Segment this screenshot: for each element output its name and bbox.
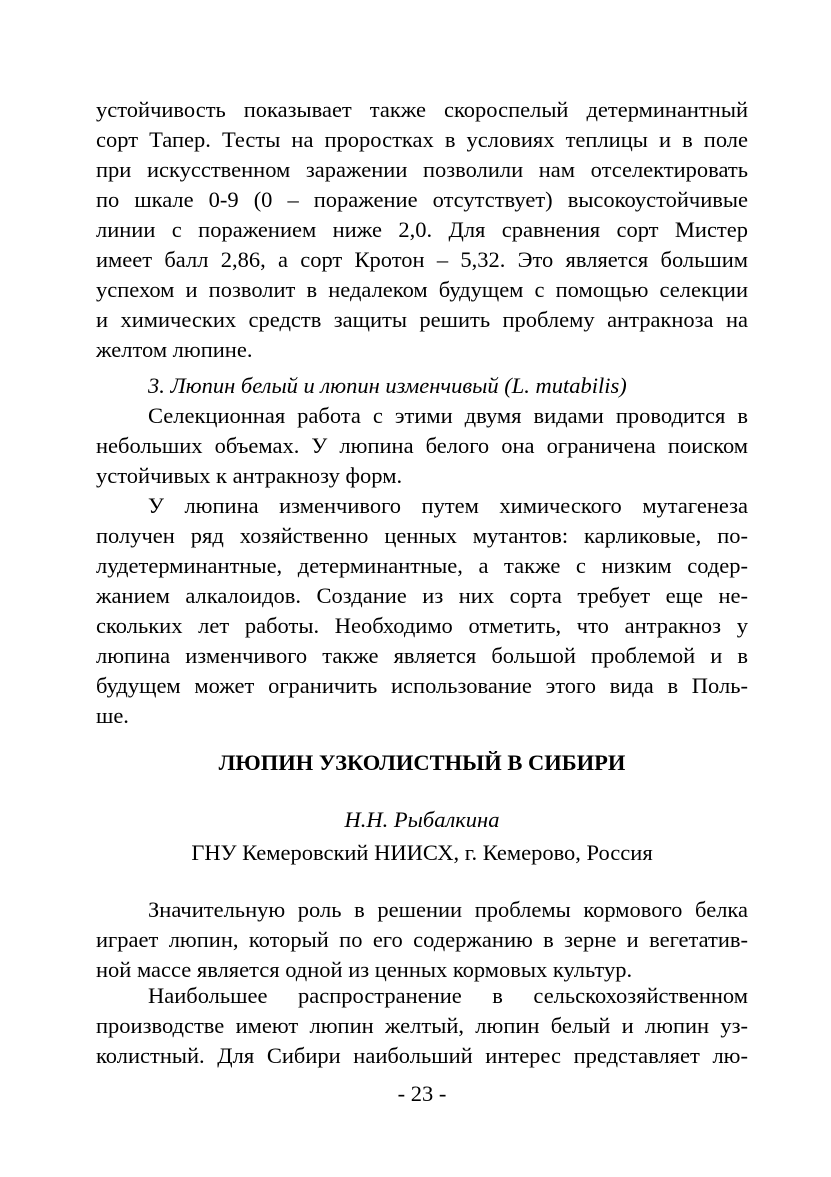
text-line: ше. <box>96 703 129 728</box>
article-author: Н.Н. Рыбалкина <box>344 807 500 832</box>
text-line: устойчивых к антракнозу форм. <box>96 463 403 488</box>
text-line: люпина изменчивого также является большой проблемой и в <box>96 643 748 668</box>
text-line: по шкале 0-9 (0 – поражение отсутствует) высокоустойчивые <box>96 187 748 212</box>
text-line: небольших объемах. У люпина белого она ограничена поиском <box>96 433 748 458</box>
page-number: - 23 - <box>397 1081 447 1106</box>
text-line: сорт Тапер. Тесты на проростках в условиях теплицы и в поле <box>96 127 748 152</box>
text-line: линии с поражением ниже 2,0. Для сравнения сорт Мистер <box>96 217 748 242</box>
text-line: желтом люпине. <box>96 337 253 362</box>
text-line: при искусственном заражении позволили нам отселектировать <box>96 157 748 182</box>
text-line: скольких лет работы. Необходимо отметить, что антракноз у <box>96 613 748 638</box>
text-line: успехом и позволит в недалеком будущем с помощью селекции <box>96 277 748 302</box>
article-title: ЛЮПИН УЗКОЛИСТНЫЙ В СИБИРИ <box>218 750 626 775</box>
text-line: лудетерминантные, детерминантные, а также с низким содер- <box>96 553 748 578</box>
text-line: имеет балл 2,86, а сорт Кротон – 5,32. Это является большим <box>96 247 748 272</box>
text-line: производстве имеют люпин желтый, люпин белый и люпин уз- <box>96 1013 748 1038</box>
text-line: Наибольшее распространение в сельскохозяйственном <box>148 983 748 1008</box>
text-line: Значительную роль в решении проблемы кормового белка <box>148 897 748 922</box>
section-heading: 3. Люпин белый и люпин изменчивый (L. mutabilis) <box>148 373 627 398</box>
text-line: Селекционная работа с этими двумя видами проводится в <box>148 403 748 428</box>
text-line: устойчивость показывает также скороспелый детерминантный <box>96 97 748 122</box>
text-line: ной массе является одной из ценных кормовых культур. <box>96 957 633 982</box>
article-affiliation: ГНУ Кемеровский НИИСХ, г. Кемерово, Россия <box>191 840 653 865</box>
text-line: и химических средств защиты решить проблему антракноза на <box>96 307 748 332</box>
text-line: играет люпин, который по его содержанию в зерне и вегетатив- <box>96 927 748 952</box>
text-line: получен ряд хозяйственно ценных мутантов: карликовые, по- <box>96 523 748 548</box>
text-line: колистный. Для Сибири наибольший интерес представляет лю- <box>96 1043 748 1068</box>
text-line: жанием алкалоидов. Создание из них сорта требует еще не- <box>96 583 748 608</box>
text-line: У люпина изменчивого путем химического мутагенеза <box>148 493 748 518</box>
text-line: будущем может ограничить использование этого вида в Поль- <box>96 673 748 698</box>
